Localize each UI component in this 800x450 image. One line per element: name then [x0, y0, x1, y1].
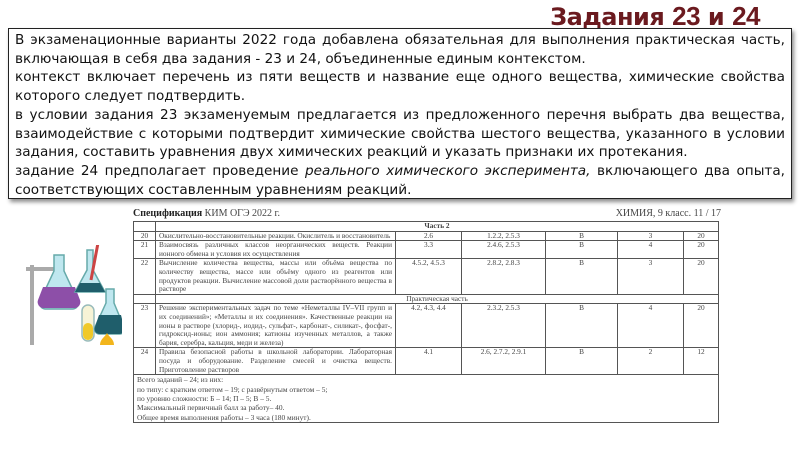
task-number: 24: [134, 348, 156, 375]
task-number: 20: [134, 231, 156, 241]
task-description: Вычисление количества вещества, массы или объёма вещества по количеству вещества, массе или объёму одного из реагентов или продуктов реакции. Вычисление массовой доли растворённого вещества в растворе: [156, 259, 396, 294]
section-label: Часть 2: [156, 222, 719, 232]
section-label: Практическая часть: [156, 294, 719, 304]
task-description: Решение экспериментальных задач по теме «Неметаллы IV–VII групп и их соединений»; «Металлы и их соединения». Качественные реакции на ионы в растворе (хлорид-, иодид-, сульфат-, карбонат-, силикат-, фосфат-, гидроксид-ионы; ион аммония; катионы изученных металлов, а также бария, серебра, кальция, меди и железа): [156, 304, 396, 348]
content-codes: 2.6: [396, 231, 462, 241]
chemistry-lab-icon: [14, 245, 122, 345]
requirement-codes: 2.3.2, 2.5.3: [462, 304, 546, 348]
max-score: 3: [618, 259, 684, 294]
task-number: 23: [134, 304, 156, 348]
content-codes: 4.5.2, 4.5.3: [396, 259, 462, 294]
summary-line: Всего заданий – 24; из них:: [137, 375, 224, 385]
time-minutes: 20: [684, 304, 719, 348]
requirement-codes: 2.6, 2.7.2, 2.9.1: [462, 348, 546, 375]
content-codes: 3.3: [396, 241, 462, 259]
summary-line: по уровню сложности: Б – 14; П – 5; В – 5.: [137, 393, 272, 403]
summary-line: Общее время выполнения работы – 3 часа (180 минут).: [137, 412, 311, 422]
difficulty-level: В: [546, 241, 618, 259]
slide-title: Задания 23 и 24: [550, 1, 760, 31]
paragraph: В экзаменационные варианты 2022 года добавлена обязательная для выполнения практическая часть, включающая в себя два задания - 23 и 24, объединенные единым контекстом.: [15, 32, 785, 67]
requirement-codes: 2.4.6, 2.5.3: [462, 241, 546, 259]
spec-heading: Спецификация КИМ ОГЭ 2022 г.: [133, 208, 281, 219]
time-minutes: 20: [684, 259, 719, 294]
table-row: [134, 348, 719, 375]
time-minutes: 20: [684, 241, 719, 259]
content-codes: 4.2, 4.3, 4.4: [396, 304, 462, 348]
max-score: 3: [618, 231, 684, 241]
table-row: [134, 304, 719, 348]
task-description: Взаимосвязь различных классов неорганических веществ. Реакции ионного обмена и условия их осуществления: [156, 241, 396, 259]
specification-table-image: [133, 208, 723, 444]
task-number: 22: [134, 259, 156, 294]
requirement-codes: 2.8.2, 2.8.3: [462, 259, 546, 294]
max-score: 4: [618, 304, 684, 348]
table-row: [134, 241, 719, 259]
info-textbox: [8, 28, 792, 199]
task-description: Окислительно-восстановительные реакции. Окислитель и восстановитель: [156, 231, 396, 241]
summary-line: по типу: с кратким ответом – 19; с развёрнутым ответом – 5;: [137, 384, 328, 394]
difficulty-level: В: [546, 231, 618, 241]
requirement-codes: 1.2.2, 2.5.3: [462, 231, 546, 241]
task-description: Правила безопасной работы в школьной лаборатории. Лабораторная посуда и оборудование. Разделение смесей и очистка веществ. Приготовление растворов: [156, 348, 396, 375]
table-row: [134, 259, 719, 294]
section-row: [134, 222, 719, 232]
content-codes: 4.1: [396, 348, 462, 375]
paragraph: контекст включает перечень из пяти веществ и название еще одного вещества, химические свойства которого следует подтвердить.: [15, 69, 785, 105]
paragraph: задание 24 предполагает проведение реального химического эксперимента, включающего два опыта, соответствующих составленным уравнениям реакций.: [15, 162, 785, 198]
difficulty-level: В: [546, 304, 618, 348]
time-minutes: 12: [684, 348, 719, 375]
spec-table: [133, 221, 719, 423]
task-number: 21: [134, 241, 156, 259]
max-score: 4: [618, 241, 684, 259]
difficulty-level: В: [546, 259, 618, 294]
summary-line: Максимальный первичный балл за работу– 40.: [137, 403, 285, 413]
paragraph: в условии задания 23 экзаменуемым предлагается из предложенного перечня выбрать два вещества, взаимодействие с которыми подтвердит химические свойства шестого вещества, указанного в условии задания, составить уравнения двух химических реакций и указать признаки их протекания.: [15, 106, 785, 161]
spec-page-info: ХИМИЯ, 9 класс. 11 / 17: [615, 208, 721, 219]
difficulty-level: В: [546, 348, 618, 375]
summary-row: [134, 375, 719, 423]
time-minutes: 20: [684, 231, 719, 241]
max-score: 2: [618, 348, 684, 375]
